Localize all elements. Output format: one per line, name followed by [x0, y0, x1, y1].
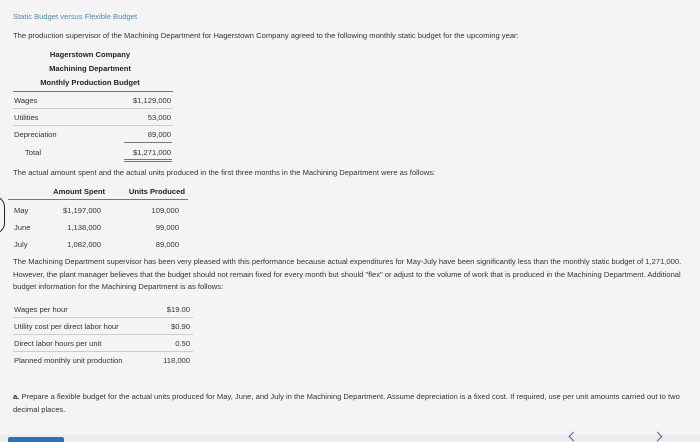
bottom-toolbar	[0, 435, 700, 442]
wages-label: Wages	[14, 96, 38, 105]
labor-hours-label: Direct labor hours per unit	[14, 339, 102, 348]
july-label: July	[14, 240, 28, 249]
active-tab-indicator[interactable]	[8, 437, 64, 442]
depreciation-value: 89,000	[147, 130, 171, 139]
june-label: June	[14, 223, 31, 232]
question-label: a.	[13, 392, 20, 401]
june-amount: 1,138,000	[67, 223, 101, 232]
department-name: Machining Department	[49, 64, 131, 73]
actual-intro: The actual amount spent and the actual units produced in the first three months in the Machining Department were as follows:	[13, 168, 436, 177]
question-text	[13, 391, 687, 416]
budget-heading: Monthly Production Budget	[40, 78, 140, 87]
labor-hours-value: 0.50	[175, 339, 190, 348]
june-units: 99,000	[155, 223, 179, 232]
may-label: May	[14, 206, 29, 215]
wages-rate-label: Wages per hour	[14, 305, 68, 314]
page-title: Static Budget versus Flexible Budget	[13, 12, 138, 21]
discussion-text: The Machining Department supervisor has been very pleased with this performance because actual expenditures for May-July have been significantly less than the monthly static budget of 1,271,000. However, the plant manager believes that the budget should not remain fixed for every month but should "flex" or adjust to the volume of work that is produced in the Machining Department. Additional budget information for the Machining Department is as follows:	[13, 257, 682, 292]
july-units: 89,000	[155, 240, 179, 249]
scroll-bracket-icon	[0, 196, 5, 234]
utilities-value: 53,000	[147, 113, 171, 122]
wages-rate-value: $19.00	[166, 305, 190, 314]
units-header: Units Produced	[128, 187, 185, 196]
utility-rate-label: Utility cost per direct labor hour	[14, 322, 119, 331]
amount-header: Amount Spent	[53, 187, 105, 196]
total-label: Total	[25, 148, 42, 157]
question-body: Prepare a flexible budget for the actual units produced for May, June, and July in the Machining Department. Assume depreciation is a fixed cost. If required, use per unit amounts carried out to two decimal places.	[13, 392, 680, 414]
july-amount: 1,082,000	[67, 240, 101, 249]
may-amount: $1,197,000	[62, 206, 101, 215]
depreciation-label: Depreciation	[14, 130, 57, 139]
utilities-label: Utilities	[14, 113, 39, 122]
total-value: $1,271,000	[132, 148, 171, 157]
planned-units-value: 118,000	[163, 356, 190, 365]
utility-rate-value: $0.90	[170, 322, 190, 331]
wages-value: $1,129,000	[132, 96, 171, 105]
planned-units-label: Planned monthly unit production	[14, 356, 123, 365]
may-units: 109,000	[151, 206, 179, 215]
intro-text: The production supervisor of the Machining Department for Hagerstown Company agreed to the following monthly static budget for the upcoming year:	[13, 31, 519, 40]
company-name: Hagerstown Company	[49, 50, 131, 59]
